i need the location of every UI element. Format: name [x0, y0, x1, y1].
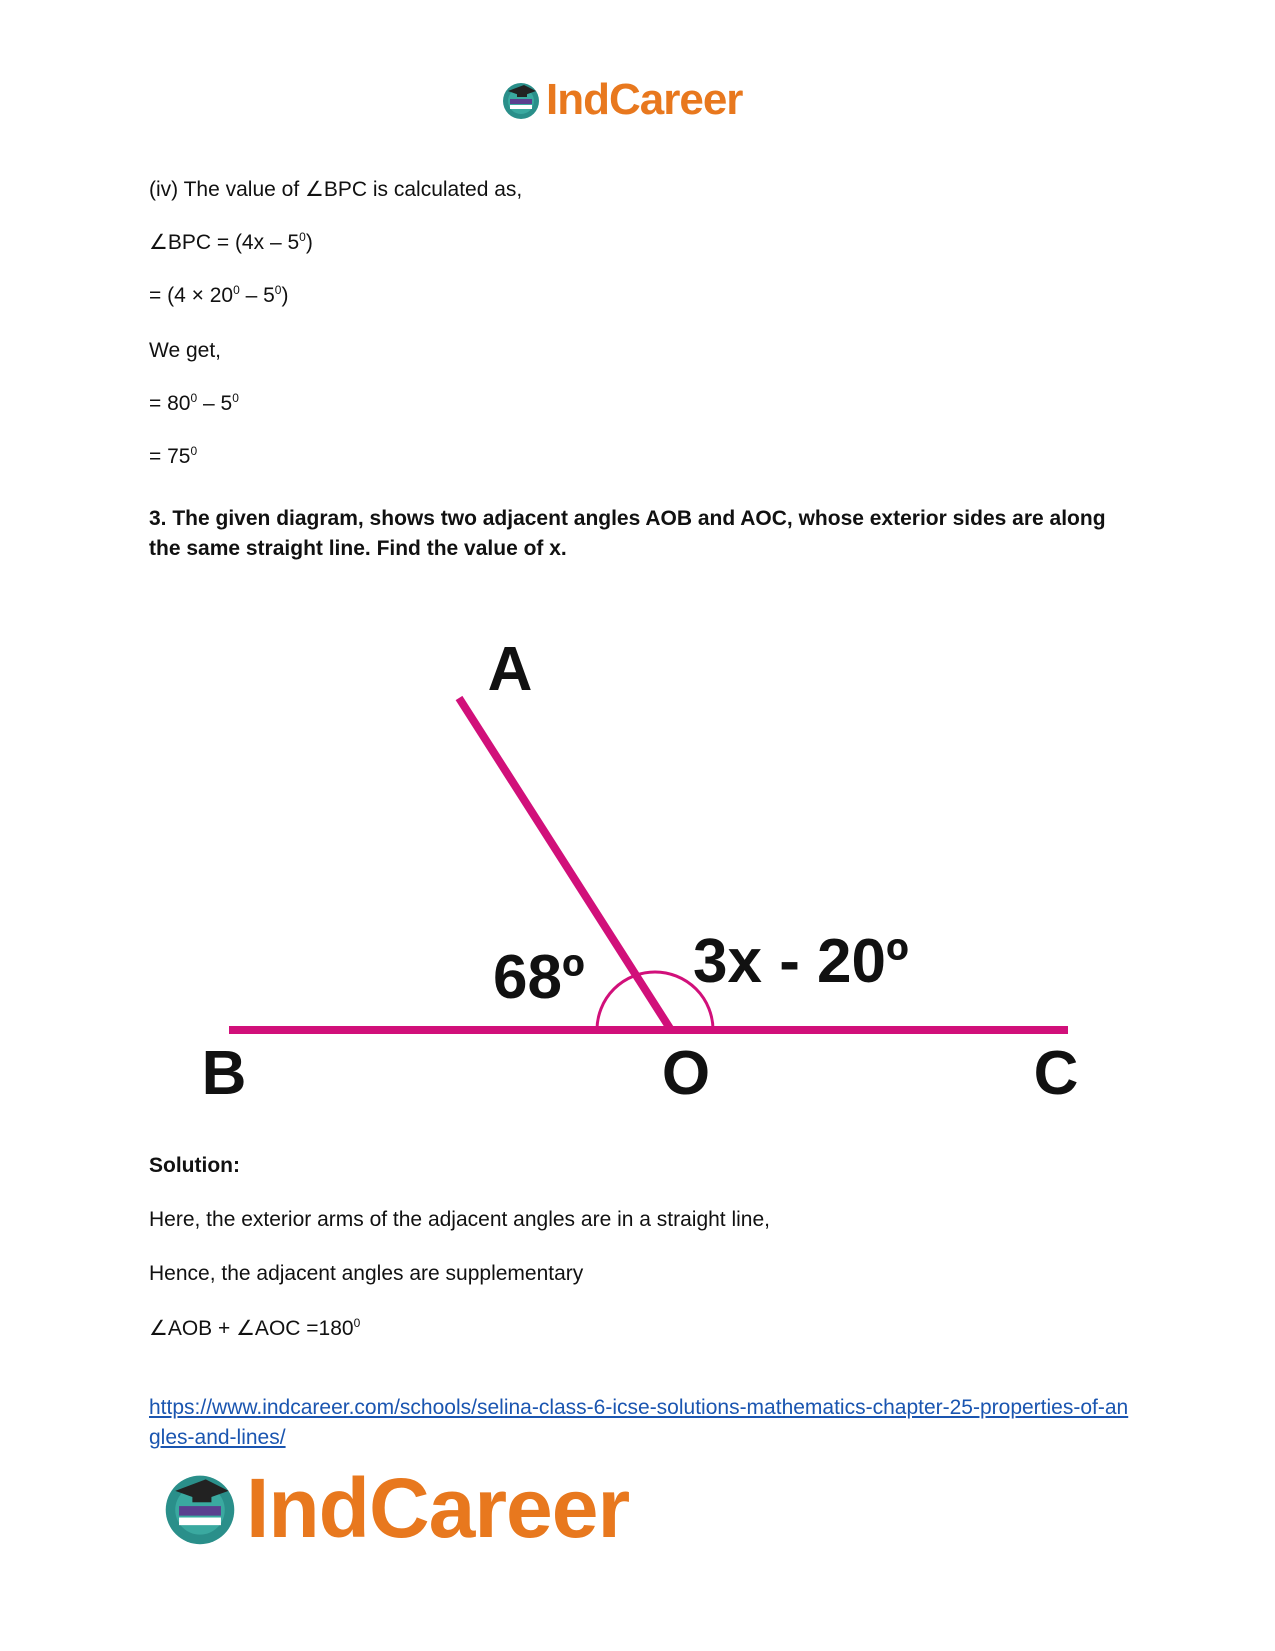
solution-line-3 — [149, 1316, 360, 1342]
degree-sup: 0 — [190, 444, 198, 458]
label-a: A — [487, 635, 533, 704]
graduation-globe-icon — [160, 1468, 240, 1548]
text-segment: BPC is calculated as, — [323, 178, 523, 201]
question-text: 3. The given diagram, shows two adjacent angles AOB and AOC, whose exterior sides are along the same straight line. Find the value of x. — [149, 507, 1106, 560]
text-segment: ∠AOB + ∠AOC =180 — [149, 1317, 354, 1340]
text-segment: ) — [305, 231, 313, 254]
source-link[interactable]: https://www.indcareer.com/schools/selina-class-6-icse-solutions-mathematics-chapter-25-properties-of-angles-and-lines/ — [149, 1396, 1129, 1449]
text-segment: – 5 — [239, 284, 275, 307]
text-segment: = 75 — [149, 445, 191, 468]
solution-line-2: Hence, the adjacent angles are supplementary — [149, 1262, 584, 1285]
text-segment: = (4 × 20 — [149, 284, 234, 307]
degree-sup: 0 — [190, 391, 198, 405]
degree-sup: 0 — [232, 391, 239, 405]
degree-sup: 0 — [353, 1316, 361, 1330]
angle-aob-label: 68º — [493, 943, 585, 1012]
text-segment: ∠BPC = (4x – 5 — [149, 231, 300, 254]
label-b: B — [201, 1039, 247, 1108]
label-o: O — [661, 1039, 711, 1108]
text-segment: (iv) The value of — [149, 178, 306, 201]
text-segment: = 80 — [149, 392, 191, 415]
solution-line-1: Here, the exterior arms of the adjacent angles are in a straight line, — [149, 1208, 770, 1231]
indcareer-logo-bottom — [160, 1461, 630, 1555]
text-segment: – 5 — [197, 392, 233, 415]
angle-symbol: ∠ — [305, 178, 324, 201]
brand-wordmark: IndCareer — [246, 1461, 630, 1555]
degree-sup: 0 — [274, 283, 282, 297]
text-line-4: We get, — [149, 339, 221, 362]
degree-sup: 0 — [299, 230, 306, 244]
label-c: C — [1033, 1039, 1079, 1108]
brand-wordmark: IndCareer — [546, 75, 743, 124]
solution-heading: Solution: — [149, 1154, 240, 1177]
degree-sup: 0 — [233, 283, 240, 297]
angle-aoc-label: 3x - 20º — [693, 927, 909, 996]
text-segment: ) — [281, 284, 289, 307]
